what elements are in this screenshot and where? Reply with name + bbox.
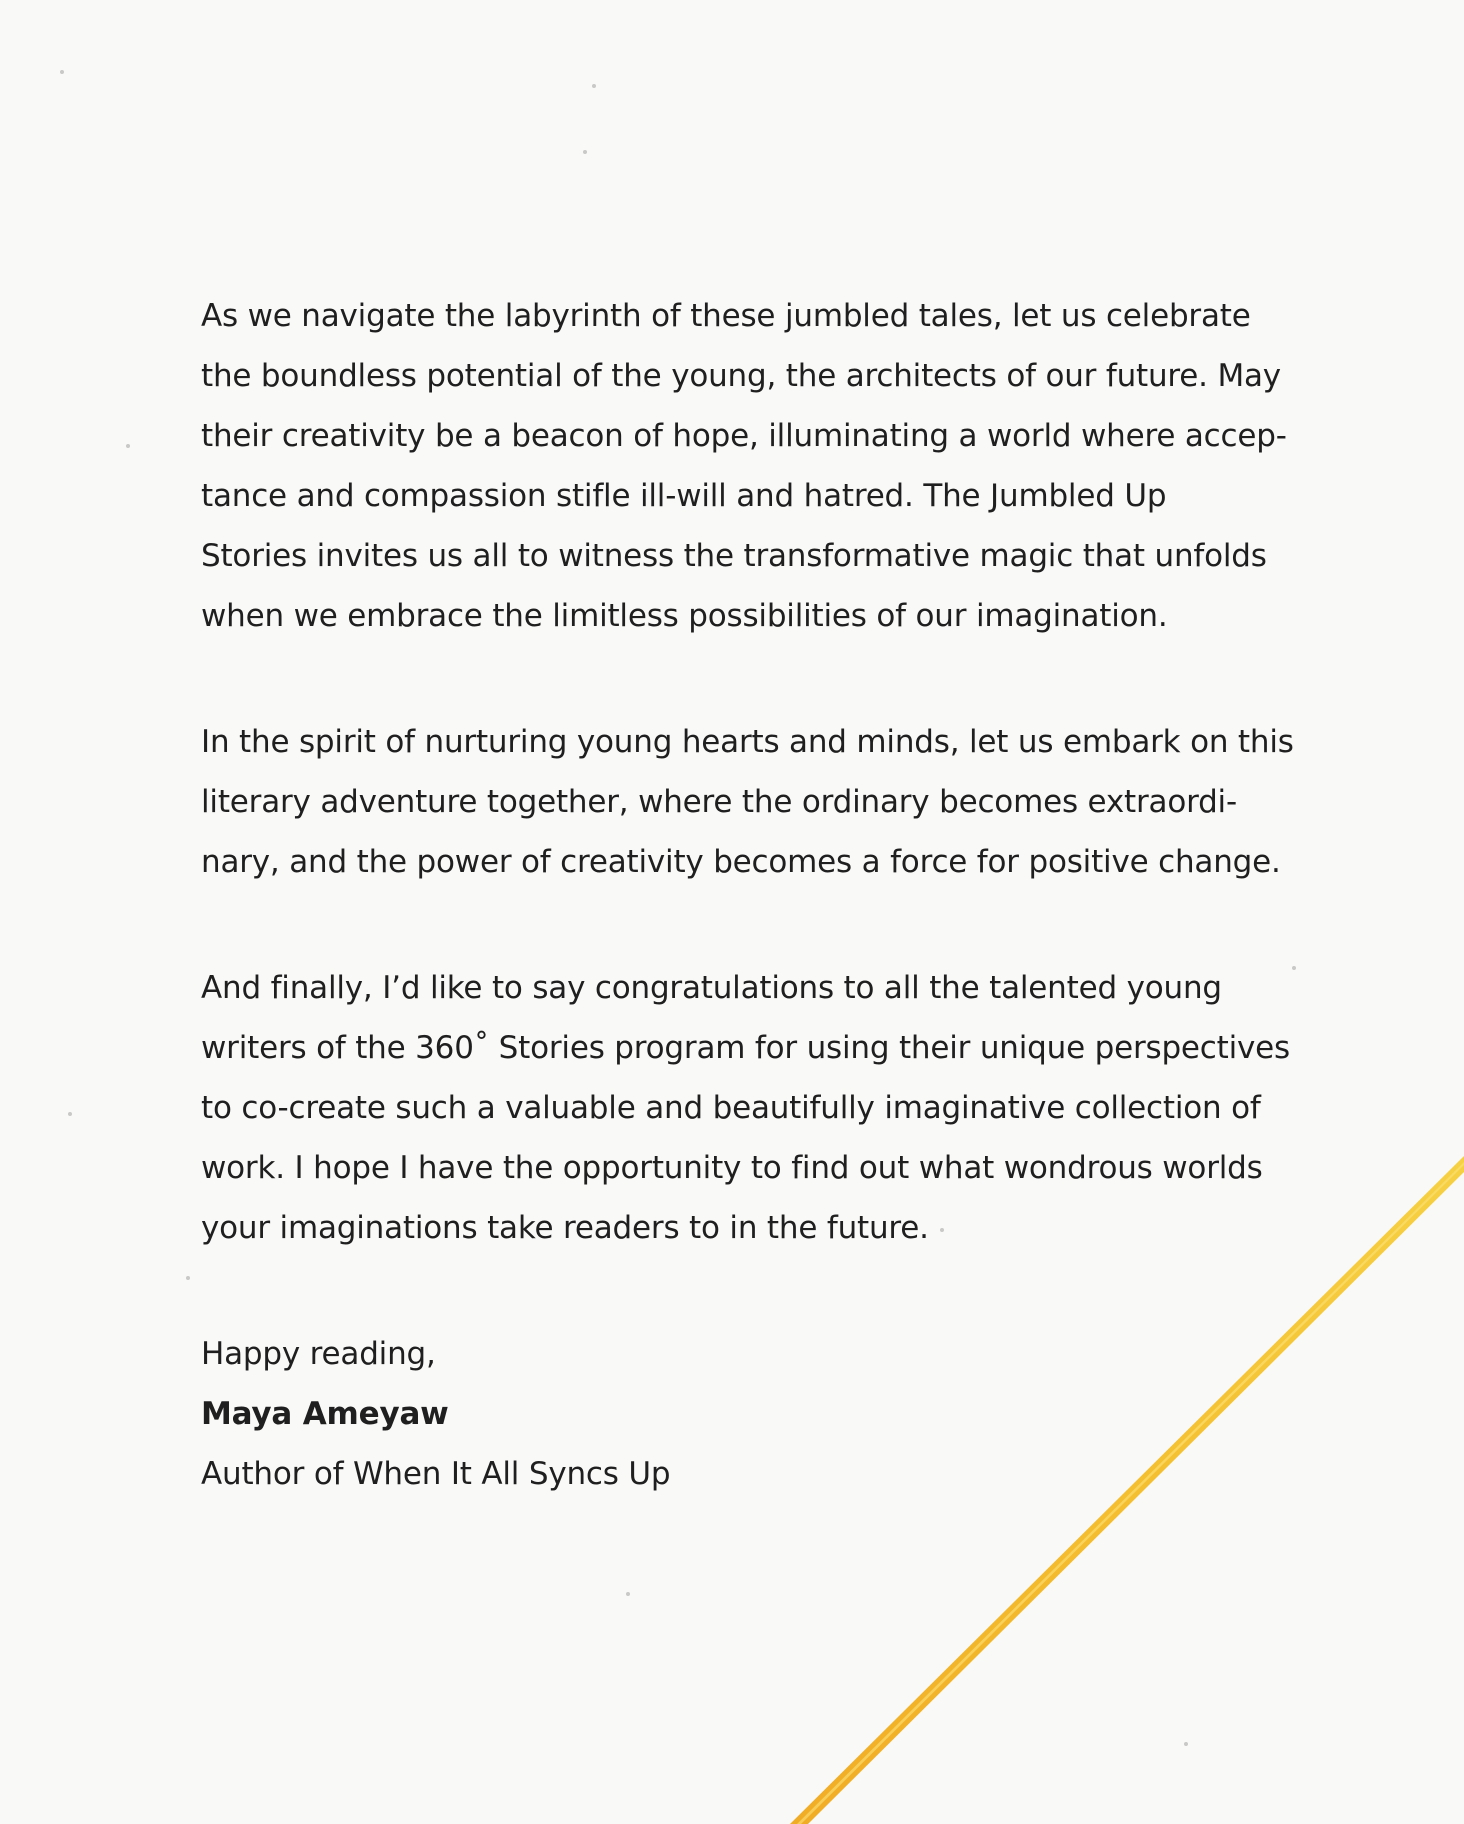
paragraph-1 xyxy=(201,286,1287,646)
text-line: nary, and the power of creativity becomes a force for positive change. xyxy=(201,844,1281,880)
signature-block xyxy=(201,1324,1281,1504)
text-line: writers of the 360˚ Stories program for using their unique perspectives xyxy=(201,1030,1290,1066)
text-line: tance and compassion stifle ill-will and hatred. The Jumbled Up xyxy=(201,478,1167,514)
text-line: work. I hope I have the opportunity to find out what wondrous worlds xyxy=(201,1150,1263,1186)
text-line: the boundless potential of the young, the architects of our future. May xyxy=(201,358,1281,394)
text-line: And finally, I’d like to say congratulations to all the talented young xyxy=(201,970,1222,1006)
closing-salutation: Happy reading, xyxy=(201,1336,436,1372)
text-line: In the spirit of nurturing young hearts and minds, let us embark on this xyxy=(201,724,1294,760)
author-title: Author of When It All Syncs Up xyxy=(201,1456,671,1492)
text-line: to co-create such a valuable and beautifully imaginative collection of xyxy=(201,1090,1261,1126)
text-line: Stories invites us all to witness the transformative magic that unfolds xyxy=(201,538,1267,574)
paragraph-3 xyxy=(201,958,1290,1258)
letter-body xyxy=(201,286,1294,1504)
text-line: when we embrace the limitless possibilities of our imagination. xyxy=(201,598,1168,634)
text-line: their creativity be a beacon of hope, illuminating a world where accep- xyxy=(201,418,1287,454)
text-line: literary adventure together, where the ordinary becomes extraordi- xyxy=(201,784,1237,820)
author-name: Maya Ameyaw xyxy=(201,1396,449,1432)
text-line: As we navigate the labyrinth of these jumbled tales, let us celebrate xyxy=(201,298,1251,334)
text-line: your imaginations take readers to in the future. xyxy=(201,1210,929,1246)
paragraph-2 xyxy=(201,712,1294,892)
